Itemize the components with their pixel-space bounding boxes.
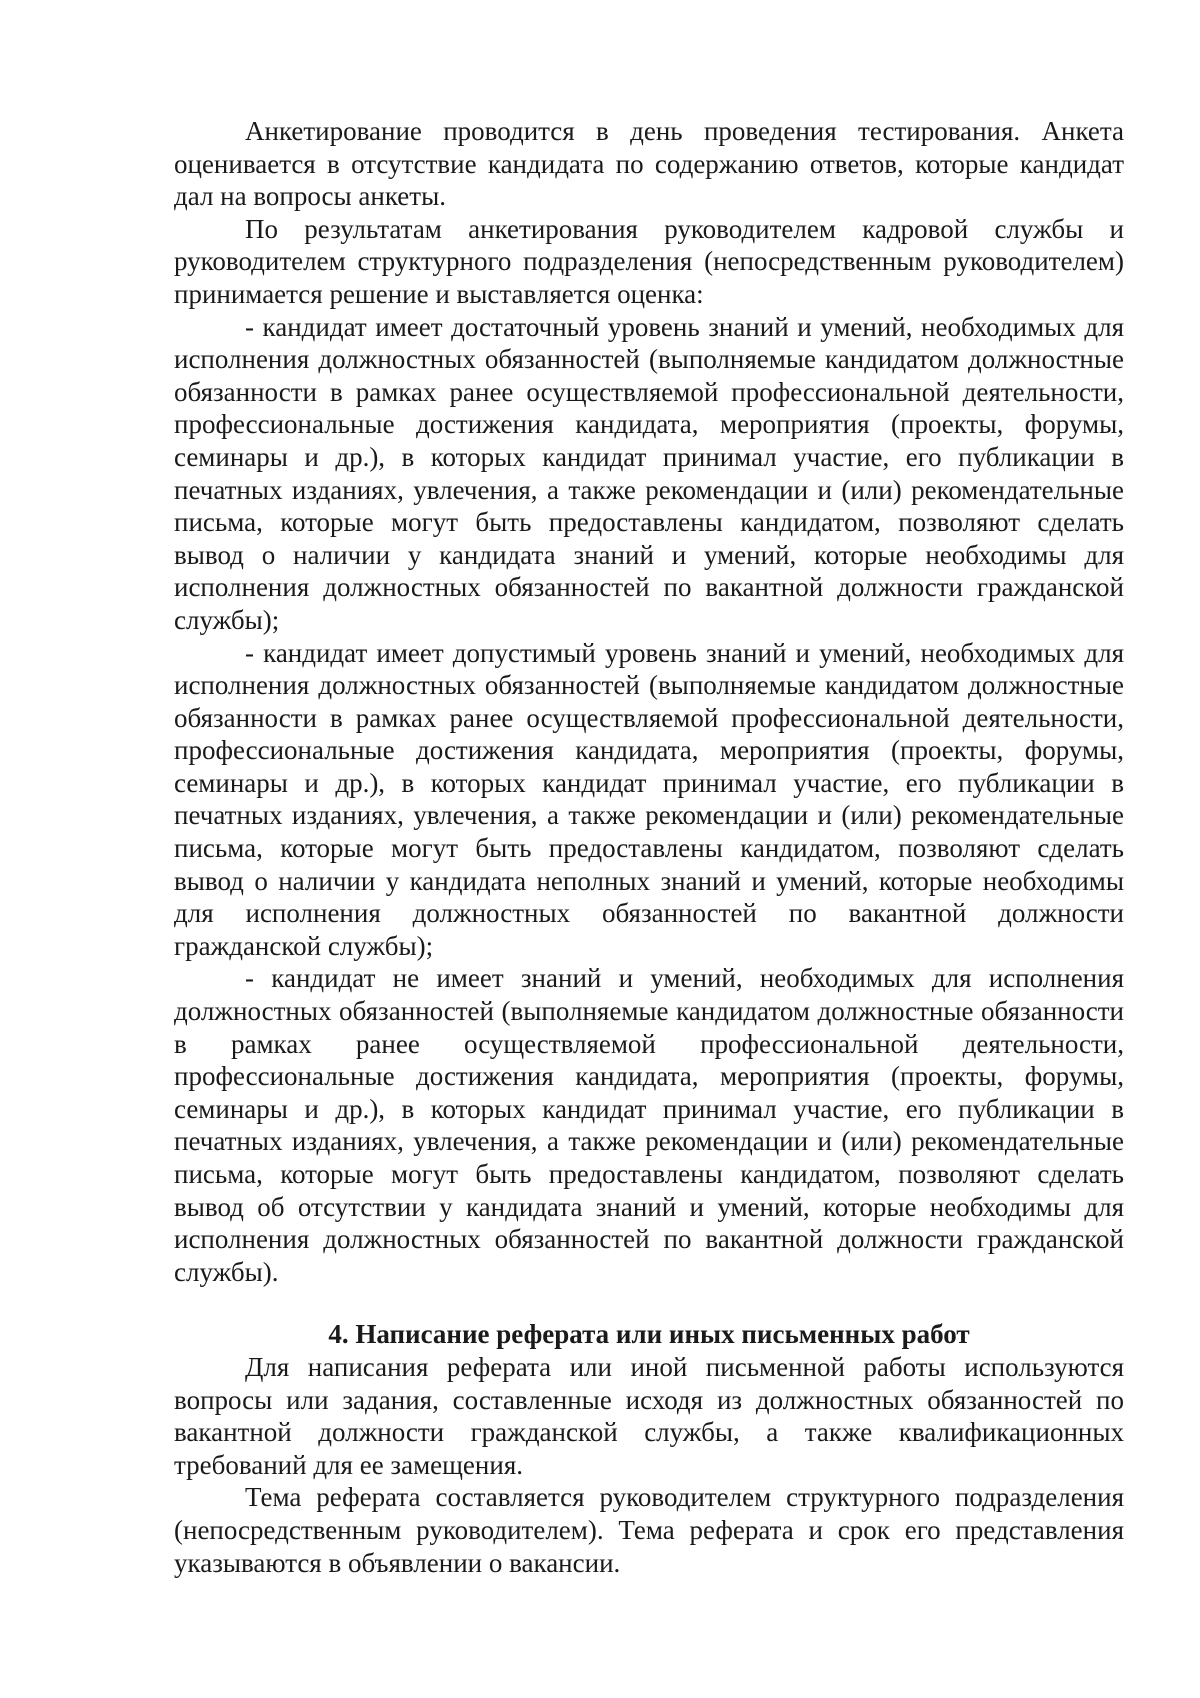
document-body xyxy=(174,115,1124,1579)
paragraph-assessment-decision: По результатам анкетирования руководителем кадровой службы и руководителем структурного подразделения (непосредственным руководителем) принимается решение и выставляется оценка: xyxy=(174,213,1124,309)
paragraph-sufficient-level: - кандидат имеет достаточный уровень знаний и умений, необходимых для исполнения должностных обязанностей (выполняемые кандидатом должностные обязанности в рамках ранее осуществляемой профессиональной деятельности, профессиональные достижения кандидата, мероприятия (проекты, форумы, семинары и др.), в которых кандидат принимал участие, его публикации в печатных изданиях, увлечения, а также рекомендации и (или) рекомендательные письма, которые могут быть предоставлены кандидатом, позволяют сделать вывод о наличии у кандидата знаний и умений, которые необходимы для исполнения должностных обязанностей по вакантной должности гражданской службы); xyxy=(174,311,1124,635)
paragraph-acceptable-level: - кандидат имеет допустимый уровень знаний и умений, необходимых для исполнения должностных обязанностей (выполняемые кандидатом должностные обязанности в рамках ранее осуществляемой профессиональной деятельности, профессиональные достижения кандидата, мероприятия (проекты, форумы, семинары и др.), в которых кандидат принимал участие, его публикации в печатных изданиях, увлечения, а также рекомендации и (или) рекомендательные письма, которые могут быть предоставлены кандидатом, позволяют сделать вывод о наличии у кандидата неполных знаний и умений, которые необходимы для исполнения должностных обязанностей по вакантной должности гражданской службы); xyxy=(174,637,1124,961)
paragraph-no-knowledge: - кандидат не имеет знаний и умений, необходимых для исполнения должностных обязанностей (выполняемые кандидатом должностные обязанности в рамках ранее осуществляемой профессиональной деятельности, профессиональные достижения кандидата, мероприятия (проекты, форумы, семинары и др.), в которых кандидат принимал участие, его публикации в печатных изданиях, увлечения, а также рекомендации и (или) рекомендательные письма, которые могут быть предоставлены кандидатом, позволяют сделать вывод об отсутствии у кандидата знаний и умений, которые необходимы для исполнения должностных обязанностей по вакантной должности гражданской службы). xyxy=(174,963,1124,1287)
paragraph-essay-questions: Для написания реферата или иной письменной работы используются вопросы или задания, составленные исходя из должностных обязанностей по вакантной должности гражданской службы, а также квалификационных требований для ее замещения. xyxy=(174,1351,1124,1480)
paragraph-essay-topic: Тема реферата составляется руководителем структурного подразделения (непосредственным руководителем). Тема реферата и срок его представления указываются в объявлении о вакансии. xyxy=(174,1482,1124,1578)
paragraph-questionnaire-timing: Анкетирование проводится в день проведения тестирования. Анкета оценивается в отсутствие кандидата по содержанию ответов, которые кандидат дал на вопросы анкеты. xyxy=(174,116,1124,212)
section-heading: 4. Написание реферата или иных письменных работ xyxy=(328,1319,970,1350)
